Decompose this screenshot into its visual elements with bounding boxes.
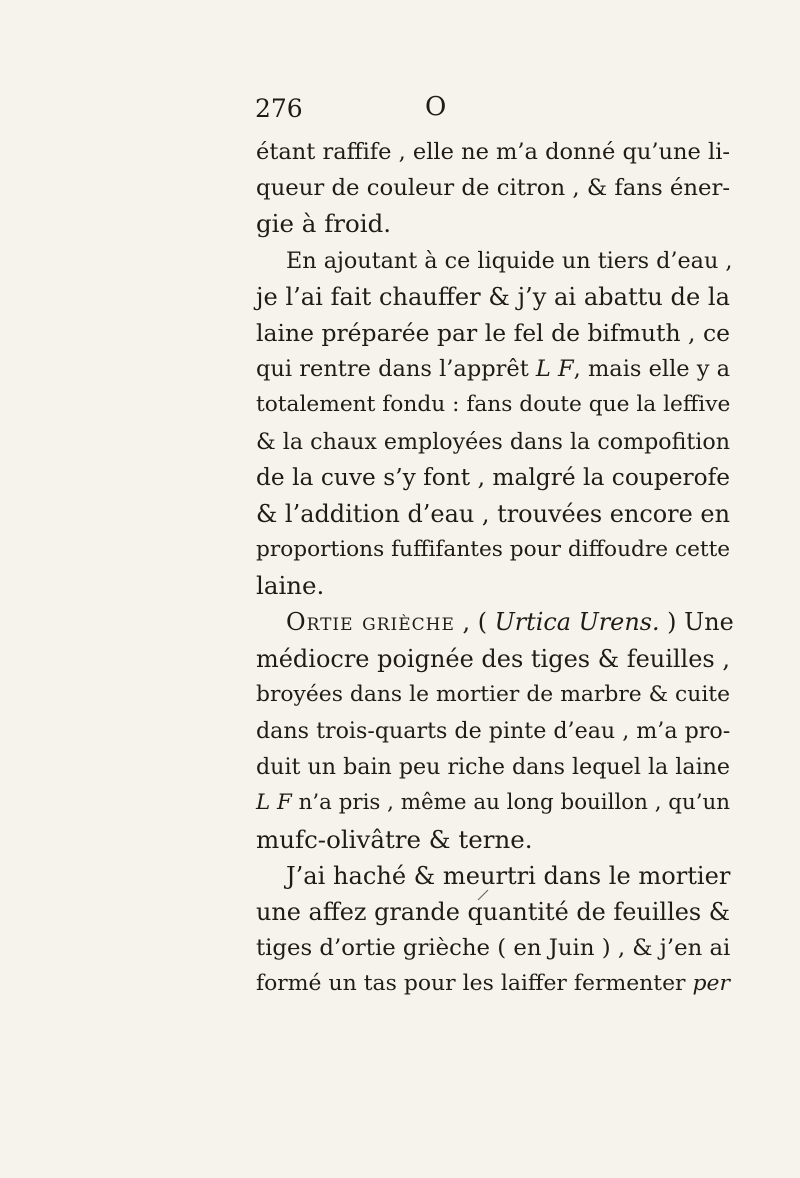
text-line: étant raffife , elle ne m’a donné qu’une li- <box>256 139 730 165</box>
text-line: En ajoutant à ce liquide un tiers d’eau , <box>286 247 733 274</box>
ink-mark-icon <box>476 888 490 902</box>
italic-segment: per <box>692 971 730 997</box>
italic-segment: L F <box>256 790 292 816</box>
text-line: tiges d’ortie grièche ( en Juin ) , & j’en ai <box>256 935 731 962</box>
text-segment: qui rentre dans l’apprêt <box>256 356 536 383</box>
text-line: broyées dans le mortier de marbre & cuite <box>256 681 730 707</box>
text-line: J’ai haché & meurtri dans le mortier <box>286 861 731 890</box>
text-line <box>256 604 734 640</box>
text-line: de la cuve s’y font , malgré la couperofe <box>256 463 730 491</box>
text-line: laine préparée par le fel de bifmuth , ce <box>256 318 730 347</box>
text-line: & l’addition d’eau , trouvées encore en <box>256 499 730 528</box>
text-line: totalement fondu : fans doute que la leffive <box>256 392 731 418</box>
text-line <box>256 351 730 387</box>
body-text <box>256 134 734 1003</box>
text-segment: ) Une <box>659 608 734 637</box>
smallcaps-segment: Ortie grièche <box>286 608 455 637</box>
text-line: proportions fuffifantes pour diffoudre cette <box>256 537 731 563</box>
italic-segment: L F <box>535 356 574 383</box>
page-number: 276 <box>255 94 303 123</box>
text-line: duit un bain peu riche dans lequel la laine <box>256 754 731 781</box>
italic-segment: Urtica Urens. <box>494 608 660 637</box>
text-line: & la chaux employées dans la compofition <box>256 428 730 455</box>
text-segment: n’a pris , même au long bouillon , qu’un <box>291 790 730 816</box>
text-segment: , mais elle y a <box>573 356 731 383</box>
text-line: laine. <box>256 571 325 601</box>
text-line: dans trois-quarts de pinte d’eau , m’a pro- <box>256 718 731 744</box>
text-line: je l’ai fait chauffer & j’y ai abattu de la <box>256 282 730 311</box>
text-line: une affez grande quantité de feuilles & <box>256 897 730 926</box>
running-head: O <box>425 92 447 122</box>
text-line <box>256 785 730 821</box>
text-segment: , ( <box>454 608 495 637</box>
text-line: mufc-olivâtre & terne. <box>256 824 533 854</box>
page-header <box>255 94 465 134</box>
text-line <box>256 966 730 1002</box>
text-line: médiocre poignée des tiges & feuilles , <box>256 644 730 673</box>
text-segment: formé un tas pour les laiffer fermenter <box>256 971 693 997</box>
text-line: queur de couleur de citron , & fans éner- <box>256 175 731 202</box>
text-line: gie à froid. <box>256 209 392 239</box>
